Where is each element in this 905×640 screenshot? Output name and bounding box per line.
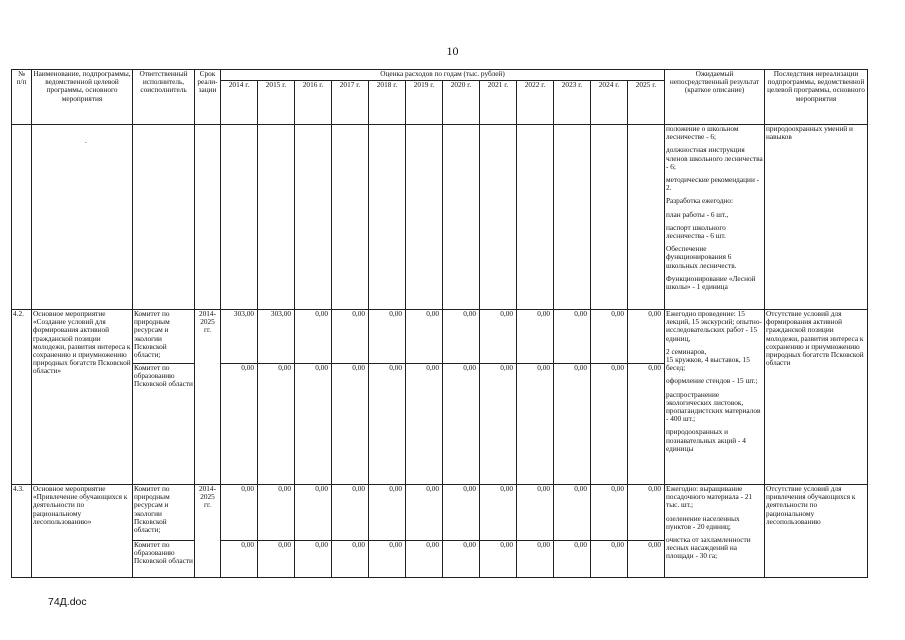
cell-value: 0,00	[406, 541, 443, 578]
page-number: 10	[446, 44, 459, 58]
cell-value: 0,00	[332, 364, 369, 485]
cell-value: 0,00	[591, 310, 628, 364]
cell-value: 0,00	[258, 364, 295, 485]
cell-value: 0,00	[443, 310, 480, 364]
year-2019: 2019 г.	[406, 81, 443, 125]
footer-filename: 74Д.doc	[48, 596, 87, 608]
cell-value: 0,00	[591, 364, 628, 485]
cell-value: 0,00	[221, 541, 258, 578]
cell-value: 0,00	[554, 310, 591, 364]
cell-value: 0,00	[258, 485, 295, 541]
year-2017: 2017 г.	[332, 81, 369, 125]
table-row	[12, 310, 868, 364]
header-term: Срок реали-зации	[195, 70, 221, 125]
row-name: Основное мероприятие «Привлечение обучающихся к деятельности по рациональному лесопользованию»	[32, 485, 133, 578]
cell-value: 0,00	[406, 310, 443, 364]
cell-value: 0,00	[221, 364, 258, 485]
cell-value: 0,00	[517, 310, 554, 364]
stray-dot: .	[85, 136, 87, 145]
year-2020: 2020 г.	[443, 81, 480, 125]
year-2022: 2022 г.	[517, 81, 554, 125]
row-results: Ежегодно проведение: 15 лекций, 15 экскурсий; опытно-исследовательских работ - 15 единиц, 2 семинаров, 15 кружков, 4 выставок, 15 бесед; оформление стендов - 15 шт.; распространение экологических листовок, пропагандистских материалов - 400 шт.; природоохранных и познавательных акций - 4 единицы	[665, 310, 765, 485]
cell-value: 0,00	[332, 541, 369, 578]
continuation-consequences: природоохранных умений и навыков	[765, 125, 868, 310]
cell-value: 0,00	[369, 485, 406, 541]
table-row	[12, 485, 868, 541]
cell-value: 0,00	[480, 310, 517, 364]
expenses-table	[11, 69, 868, 578]
year-2025: 2025 г.	[628, 81, 665, 125]
cell-value: 0,00	[369, 364, 406, 485]
cell-value: 0,00	[295, 541, 332, 578]
cell-value: 0,00	[554, 364, 591, 485]
cell-value: 0,00	[443, 485, 480, 541]
row-executor: Комитет по природным ресурсам и экологии Псковской области;	[133, 485, 195, 541]
row-executor: Комитет по природным ресурсам и экологии Псковской области;	[133, 310, 195, 364]
year-2018: 2018 г.	[369, 81, 406, 125]
cell-value: 303,00	[221, 310, 258, 364]
cell-value: 0,00	[406, 485, 443, 541]
header-num: № п/п	[12, 70, 32, 125]
cell-value: 0,00	[628, 310, 665, 364]
row-name: Основное мероприятие «Создание условий для формирования активной гражданской позиции молодежи, развития интереса к сохранению и приумножению природных богатств Псковской области»	[32, 310, 133, 485]
table-row	[12, 125, 868, 310]
cell-value: 0,00	[332, 310, 369, 364]
cell-value: 0,00	[295, 485, 332, 541]
header-costs: Оценка расходов по годам (тыс. рублей)	[221, 70, 665, 81]
year-2016: 2016 г.	[295, 81, 332, 125]
year-2023: 2023 г.	[554, 81, 591, 125]
cell-value: 0,00	[258, 541, 295, 578]
cell-value: 0,00	[443, 541, 480, 578]
row-num: 4.3.	[12, 485, 32, 578]
row-executor: Комитет по образованию Псковской области	[133, 541, 195, 578]
cell-value: 0,00	[369, 541, 406, 578]
cell-value: 303,00	[258, 310, 295, 364]
row-executor: Комитет по образованию Псковской области	[133, 364, 195, 485]
cell-value: 0,00	[517, 364, 554, 485]
cell-value: 0,00	[480, 541, 517, 578]
cell-value: 0,00	[554, 541, 591, 578]
cell-value: 0,00	[369, 310, 406, 364]
cell-value: 0,00	[517, 541, 554, 578]
year-2024: 2024 г.	[591, 81, 628, 125]
cell-value: 0,00	[591, 541, 628, 578]
row-results: Ежегодно: выращивание посадочного материала - 21 тыс. шт.; озеленение населенных пунктов - 20 единиц; очистка от захламленности лесных насаждений на площади - 30 га;	[665, 485, 765, 578]
header-result: Ожидаемый непосредственный результат (краткое описание)	[665, 70, 765, 125]
cell-value: 0,00	[443, 364, 480, 485]
header-name: Наименование, подпрограммы, ведомственной целевой программы, основного мероприятия	[32, 70, 133, 125]
row-consequences: Отсутствие условий для формирования активной гражданской позиции молодежи, развития интереса к сохранению и приумножению природных богатств Псковской области	[765, 310, 868, 485]
header-consequences: Последствия нереализации подпрограммы, ведомственной целевой программы, основного мероприятия	[765, 70, 868, 125]
cell-value: 0,00	[221, 485, 258, 541]
cell-value: 0,00	[628, 541, 665, 578]
header-executor: Ответственный исполнитель, соисполнитель	[133, 70, 195, 125]
cell-value: 0,00	[517, 485, 554, 541]
continuation-results: положение о школьном лесничестве - 6; должностная инструкция членов школьного лесничества - 6; методические рекомендации - 2. Разработка ежегодно: план работы - 6 шт., паспорт школьного лесничества - 6 шт. Обеспечение функционирования 6 школьных лесничеств. Функционирование «Лесной школы» - 1 единица	[665, 125, 765, 310]
row-consequences: Отсутствие условий для привлечения обучающихся к деятельности по рациональному лесопользованию	[765, 485, 868, 578]
cell-value: 0,00	[628, 485, 665, 541]
year-2015: 2015 г.	[258, 81, 295, 125]
cell-value: 0,00	[295, 310, 332, 364]
cell-value: 0,00	[295, 364, 332, 485]
cell-value: 0,00	[480, 485, 517, 541]
cell-value: 0,00	[628, 364, 665, 485]
row-term: 2014-2025 гг.	[195, 310, 221, 485]
year-2021: 2021 г.	[480, 81, 517, 125]
cell-value: 0,00	[480, 364, 517, 485]
cell-value: 0,00	[554, 485, 591, 541]
cell-value: 0,00	[406, 364, 443, 485]
cell-value: 0,00	[332, 485, 369, 541]
row-term: 2014-2025 гг.	[195, 485, 221, 578]
cell-value: 0,00	[591, 485, 628, 541]
year-2014: 2014 г.	[221, 81, 258, 125]
row-num: 4.2.	[12, 310, 32, 485]
